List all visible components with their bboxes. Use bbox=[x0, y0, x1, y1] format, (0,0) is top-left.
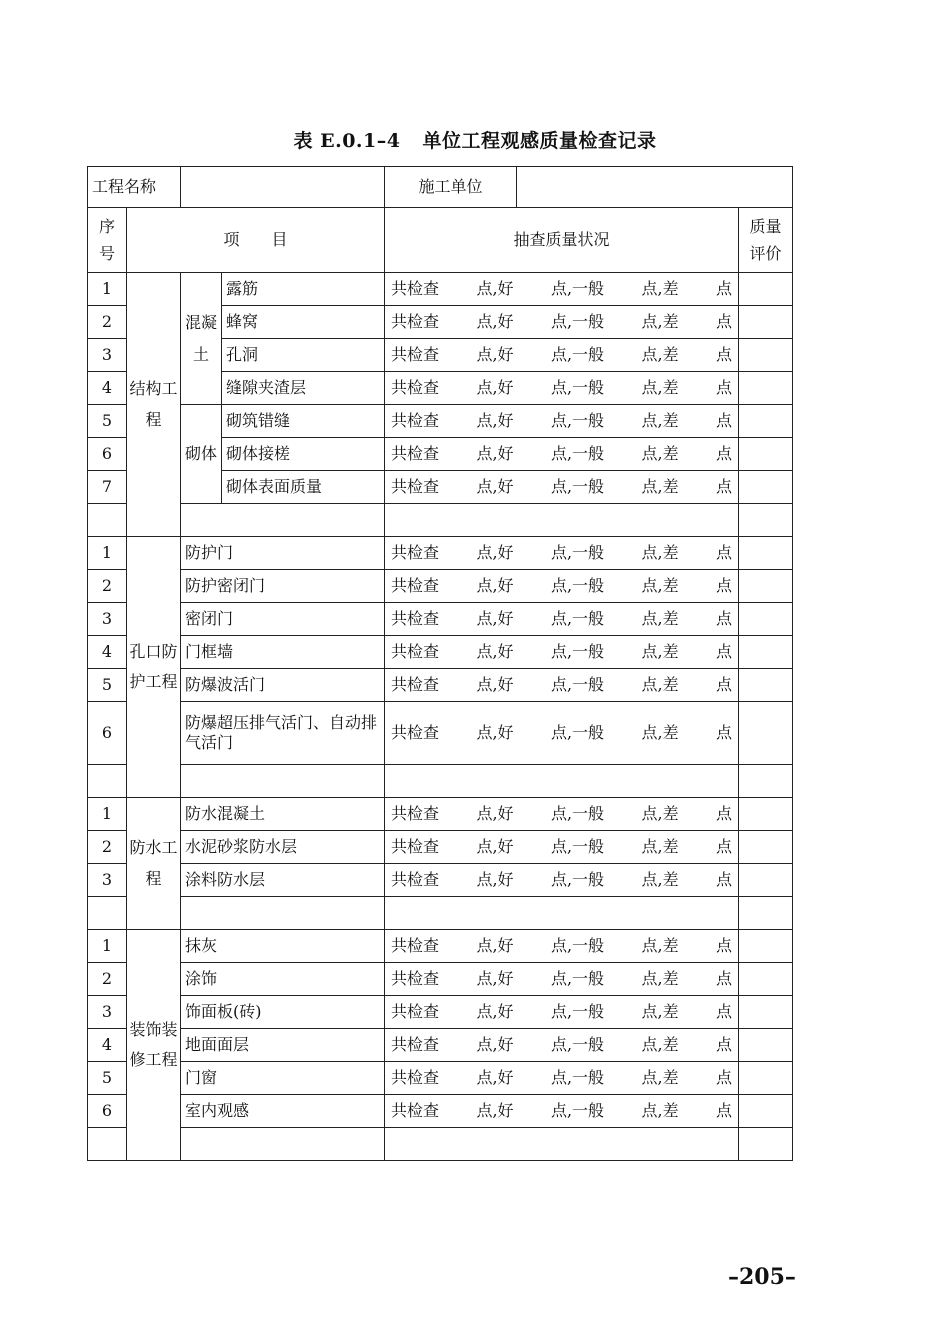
status-cell[interactable]: 共检查 点,好 点,一般 点,差 点 bbox=[385, 1029, 739, 1062]
eval-cell[interactable] bbox=[739, 1062, 793, 1095]
item-label: 涂饰 bbox=[181, 963, 385, 996]
item-label: 露筋 bbox=[222, 273, 385, 306]
item-label: 防护密闭门 bbox=[181, 570, 385, 603]
col-item-header: 项 目 bbox=[127, 208, 385, 273]
item-label: 地面面层 bbox=[181, 1029, 385, 1062]
eval-cell[interactable] bbox=[739, 372, 793, 405]
header-row-project bbox=[88, 167, 793, 208]
table-row bbox=[88, 1029, 793, 1062]
eval-cell[interactable] bbox=[739, 831, 793, 864]
row-seq: 3 bbox=[88, 339, 127, 372]
item-label: 抹灰 bbox=[181, 930, 385, 963]
row-seq: 1 bbox=[88, 930, 127, 963]
table-row bbox=[88, 831, 793, 864]
row-seq: 2 bbox=[88, 570, 127, 603]
eval-cell[interactable] bbox=[739, 798, 793, 831]
table-row bbox=[88, 273, 793, 306]
eval-cell[interactable] bbox=[739, 1029, 793, 1062]
eval-cell[interactable] bbox=[739, 864, 793, 897]
eval-cell[interactable] bbox=[739, 603, 793, 636]
table-row-blank bbox=[88, 504, 793, 537]
item-blank[interactable] bbox=[181, 1128, 385, 1161]
status-cell[interactable]: 共检查 点,好 点,一般 点,差 点 bbox=[385, 798, 739, 831]
status-cell[interactable]: 共检查 点,好 点,一般 点,差 点 bbox=[385, 537, 739, 570]
table-row bbox=[88, 405, 793, 438]
eval-cell[interactable] bbox=[739, 339, 793, 372]
row-seq-blank bbox=[88, 897, 127, 930]
table-row bbox=[88, 570, 793, 603]
table-row-blank bbox=[88, 897, 793, 930]
status-cell[interactable]: 共检查 点,好 点,一般 点,差 点 bbox=[385, 702, 739, 765]
eval-cell[interactable] bbox=[739, 765, 793, 798]
row-seq: 2 bbox=[88, 306, 127, 339]
row-seq: 6 bbox=[88, 702, 127, 765]
project-name-value[interactable] bbox=[181, 167, 385, 208]
table-row bbox=[88, 864, 793, 897]
table-row bbox=[88, 603, 793, 636]
eval-cell[interactable] bbox=[739, 504, 793, 537]
row-seq: 2 bbox=[88, 831, 127, 864]
item-label: 室内观感 bbox=[181, 1095, 385, 1128]
table-code: 表 E.0.1–4 bbox=[293, 130, 401, 152]
status-cell[interactable]: 共检查 点,好 点,一般 点,差 点 bbox=[385, 636, 739, 669]
eval-cell[interactable] bbox=[739, 636, 793, 669]
table-row bbox=[88, 1062, 793, 1095]
row-seq: 4 bbox=[88, 636, 127, 669]
table-row bbox=[88, 798, 793, 831]
table-row bbox=[88, 537, 793, 570]
item-label: 防爆超压排气活门、自动排气活门 bbox=[181, 702, 385, 765]
group-structure: 结构工程 bbox=[127, 273, 181, 537]
item-label: 门框墙 bbox=[181, 636, 385, 669]
status-cell[interactable]: 共检查 点,好 点,一般 点,差 点 bbox=[385, 996, 739, 1029]
item-label: 饰面板(砖) bbox=[181, 996, 385, 1029]
row-seq-blank bbox=[88, 504, 127, 537]
item-label: 蜂窝 bbox=[222, 306, 385, 339]
status-blank[interactable] bbox=[385, 504, 739, 537]
item-label: 砌体接槎 bbox=[222, 438, 385, 471]
eval-cell[interactable] bbox=[739, 1128, 793, 1161]
item-label: 门窗 bbox=[181, 1062, 385, 1095]
col-status-header: 抽查质量状况 bbox=[385, 208, 739, 273]
eval-cell[interactable] bbox=[739, 996, 793, 1029]
eval-cell[interactable] bbox=[739, 702, 793, 765]
row-seq: 1 bbox=[88, 798, 127, 831]
eval-cell[interactable] bbox=[739, 306, 793, 339]
row-seq-blank bbox=[88, 1128, 127, 1161]
subgroup-concrete: 混凝土 bbox=[181, 273, 222, 405]
row-seq-blank bbox=[88, 765, 127, 798]
table-row bbox=[88, 930, 793, 963]
group-opening: 孔口防护工程 bbox=[127, 537, 181, 798]
header-row-columns bbox=[88, 208, 793, 273]
row-seq: 1 bbox=[88, 537, 127, 570]
col-seq-header: 序号 bbox=[88, 208, 127, 273]
row-seq: 6 bbox=[88, 1095, 127, 1128]
row-seq: 4 bbox=[88, 1029, 127, 1062]
row-seq: 5 bbox=[88, 405, 127, 438]
status-cell[interactable]: 共检查 点,好 点,一般 点,差 点 bbox=[385, 1062, 739, 1095]
contractor-value[interactable] bbox=[517, 167, 793, 208]
contractor-label: 施工单位 bbox=[385, 167, 517, 208]
status-cell[interactable]: 共检查 点,好 点,一般 点,差 点 bbox=[385, 864, 739, 897]
table-row bbox=[88, 636, 793, 669]
eval-cell[interactable] bbox=[739, 273, 793, 306]
project-name-label: 工程名称 bbox=[88, 167, 181, 208]
item-label: 防爆波活门 bbox=[181, 669, 385, 702]
eval-cell[interactable] bbox=[739, 570, 793, 603]
item-label: 砌体表面质量 bbox=[222, 471, 385, 504]
status-blank[interactable] bbox=[385, 765, 739, 798]
status-blank[interactable] bbox=[385, 897, 739, 930]
item-label: 防护门 bbox=[181, 537, 385, 570]
item-label: 涂料防水层 bbox=[181, 864, 385, 897]
row-seq: 7 bbox=[88, 471, 127, 504]
status-cell[interactable]: 共检查 点,好 点,一般 点,差 点 bbox=[385, 963, 739, 996]
status-cell[interactable]: 共检查 点,好 点,一般 点,差 点 bbox=[385, 1095, 739, 1128]
eval-cell[interactable] bbox=[739, 1095, 793, 1128]
row-seq: 6 bbox=[88, 438, 127, 471]
status-cell[interactable]: 共检查 点,好 点,一般 点,差 点 bbox=[385, 669, 739, 702]
status-cell[interactable]: 共检查 点,好 点,一般 点,差 点 bbox=[385, 372, 739, 405]
eval-cell[interactable] bbox=[739, 438, 793, 471]
item-label: 缝隙夹渣层 bbox=[222, 372, 385, 405]
eval-cell[interactable] bbox=[739, 897, 793, 930]
status-blank[interactable] bbox=[385, 1128, 739, 1161]
col-eval-header: 质量评价 bbox=[739, 208, 793, 273]
table-row-blank bbox=[88, 765, 793, 798]
table-row-blank bbox=[88, 1128, 793, 1161]
table-title bbox=[0, 126, 950, 153]
eval-cell[interactable] bbox=[739, 669, 793, 702]
item-label: 砌筑错缝 bbox=[222, 405, 385, 438]
row-seq: 4 bbox=[88, 372, 127, 405]
row-seq: 3 bbox=[88, 996, 127, 1029]
item-label: 孔洞 bbox=[222, 339, 385, 372]
table-row bbox=[88, 1095, 793, 1128]
item-label: 水泥砂浆防水层 bbox=[181, 831, 385, 864]
eval-cell[interactable] bbox=[739, 471, 793, 504]
eval-cell[interactable] bbox=[739, 405, 793, 438]
table-row bbox=[88, 963, 793, 996]
status-cell[interactable]: 共检查 点,好 点,一般 点,差 点 bbox=[385, 603, 739, 636]
table-name: 单位工程观感质量检查记录 bbox=[422, 130, 657, 152]
eval-cell[interactable] bbox=[739, 930, 793, 963]
row-seq: 5 bbox=[88, 669, 127, 702]
item-label: 防水混凝土 bbox=[181, 798, 385, 831]
status-cell[interactable]: 共检查 点,好 点,一般 点,差 点 bbox=[385, 831, 739, 864]
status-cell[interactable]: 共检查 点,好 点,一般 点,差 点 bbox=[385, 930, 739, 963]
status-cell[interactable]: 共检查 点,好 点,一般 点,差 点 bbox=[385, 570, 739, 603]
status-cell[interactable]: 共检查 点,好 点,一般 点,差 点 bbox=[385, 339, 739, 372]
status-cell[interactable]: 共检查 点,好 点,一般 点,差 点 bbox=[385, 405, 739, 438]
eval-cell[interactable] bbox=[739, 963, 793, 996]
status-cell[interactable]: 共检查 点,好 点,一般 点,差 点 bbox=[385, 306, 739, 339]
row-seq: 5 bbox=[88, 1062, 127, 1095]
item-blank[interactable] bbox=[181, 765, 385, 798]
item-blank[interactable] bbox=[181, 504, 385, 537]
item-blank[interactable] bbox=[181, 897, 385, 930]
row-seq: 2 bbox=[88, 963, 127, 996]
table-row bbox=[88, 702, 793, 765]
table-row bbox=[88, 996, 793, 1029]
item-label: 密闭门 bbox=[181, 603, 385, 636]
row-seq: 3 bbox=[88, 864, 127, 897]
status-cell[interactable]: 共检查 点,好 点,一般 点,差 点 bbox=[385, 273, 739, 306]
eval-cell[interactable] bbox=[739, 537, 793, 570]
page-number: –205– bbox=[728, 1264, 796, 1290]
group-decoration: 装饰装修工程 bbox=[127, 930, 181, 1161]
inspection-table bbox=[87, 166, 793, 1161]
subgroup-masonry: 砌体 bbox=[181, 405, 222, 504]
status-cell[interactable]: 共检查 点,好 点,一般 点,差 点 bbox=[385, 471, 739, 504]
table-row bbox=[88, 669, 793, 702]
status-cell[interactable]: 共检查 点,好 点,一般 点,差 点 bbox=[385, 438, 739, 471]
group-waterproof: 防水工程 bbox=[127, 798, 181, 930]
row-seq: 3 bbox=[88, 603, 127, 636]
row-seq: 1 bbox=[88, 273, 127, 306]
